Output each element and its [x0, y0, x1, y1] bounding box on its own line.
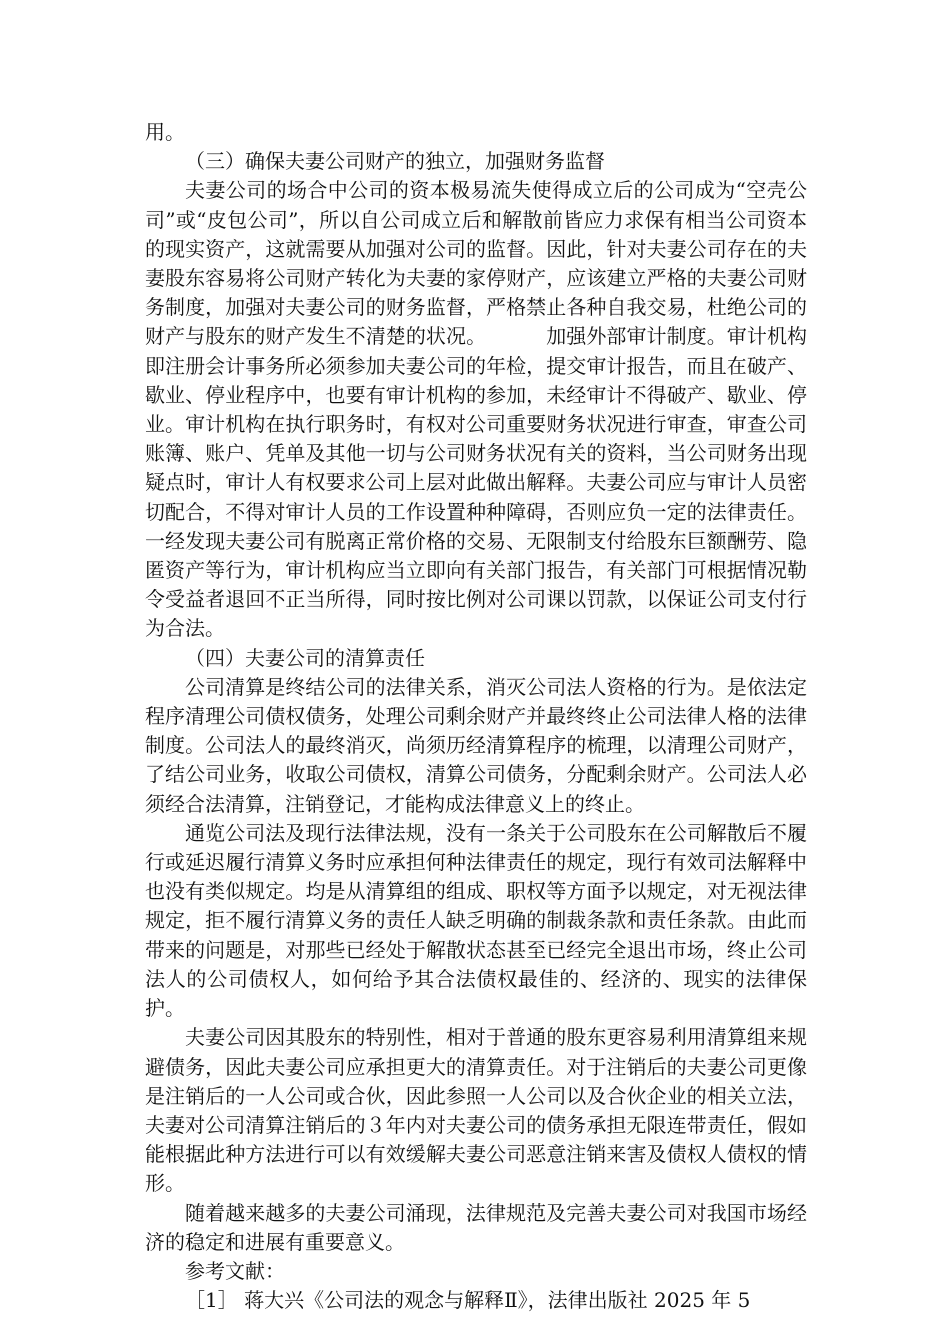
conclusion-paragraph: 随着越来越多的夫妻公司涌现，法律规范及完善夫妻公司对我国市场经济的稳定和进展有重要意义。 — [145, 1200, 807, 1254]
section-3-paragraph-part-1: 夫妻公司的场合中公司的资本极易流失使得成立后的公司成为“空壳公司”或“皮包公司”，所以自公司成立后和解散前皆应力求保有相当公司资本的现实资产，这就需要从加强对公司的监督。因此，针对夫妻公司存在的夫妻股东容易将公司财产转化为夫妻的家停财产，应该建立严格的夫妻公司财务制度，加强对夫妻公司的财务监督，严格禁止各种自我交易，杜绝公司的财产与股东的财产发生不清楚的状况。 — [145, 178, 807, 349]
section-4-paragraph-2: 通览公司法及现行法律法规，没有一条关于公司股东在公司解散后不履行或延迟履行清算义务时应承担何种法律责任的规定，现行有效司法解释中也没有类似规定。均是从清算组的组成、职权等方面予以规定，对无视法律规定，拒不履行清算义务的责任人缺乏明确的制裁条款和责任条款。由此而带来的问题是，对那些已经处于解散状态甚至已经完全退出市场，终止公司法人的公司债权人，如何给予其合法债权最佳的、经济的、现实的法律保护。 — [145, 820, 807, 1021]
document-body — [145, 118, 807, 1315]
lead-line: 用。 — [145, 120, 185, 144]
section-4-paragraph-1: 公司清算是终结公司的法律关系，消灭公司法人资格的行为。是依法定程序清理公司债权债务，处理公司剩余财产并最终终止公司法律人格的法律制度。公司法人的最终消灭，尚须历经清算程序的梳理，以清理公司财产，了结公司业务，收取公司债权，清算公司债务，分配剩余财产。公司法人必须经合法清算，注销登记，才能构成法律意义上的终止。 — [145, 674, 807, 816]
reference-item-1: ［1］ 蒋大兴《公司法的观念与解释Ⅱ》，法律出版社 2025 年 5 — [185, 1288, 751, 1313]
section-3-paragraph — [145, 176, 807, 643]
section-4-paragraph-3: 夫妻公司因其股东的特别性，相对于普通的股东更容易利用清算组来规避债务，因此夫妻公司应承担更大的清算责任。对于注销后的夫妻公司更像是注销后的一人公司或合伙，因此参照一人公司以及合伙企业的相关立法，夫妻对公司清算注销后的３年内对夫妻公司的债务承担无限连带责任，假如能根据此种方法进行可以有效缓解夫妻公司恶意注销来害及债权人债权的情形。 — [145, 1025, 807, 1196]
section-3-paragraph-part-2: 加强外部审计制度。审计机构即注册会计事务所必须参加夫妻公司的年检，提交审计报告，而且在破产、歇业、停业程序中，也要有审计机构的参加，未经审计不得破产、歇业、停业。审计机构在执行职务时，有权对公司重要财务状况进行审查，审查公司账簿、账户、凭单及其他一切与公司财务状况有关的资料，当公司财务出现疑点时，审计人有权要求公司上层对此做出解释。夫妻公司应与审计人员密切配合，不得对审计人员的工作设置种种障碍，否则应负一定的法律责任。一经发现夫妻公司有脱离正常价格的交易、无限制支付给股东巨额酬劳、隐匿资产等行为，审计机构应当立即向有关部门报告，有关部门可根据情况勒令受益者退回不正当所得，同时按比例对公司课以罚款，以保证公司支付行为合法。 — [145, 324, 808, 641]
section-4-heading: （四）夫妻公司的清算责任 — [185, 645, 425, 670]
references-heading: 参考文献： — [185, 1258, 285, 1283]
section-3-heading: （三）确保夫妻公司财产的独立，加强财务监督 — [185, 149, 605, 174]
